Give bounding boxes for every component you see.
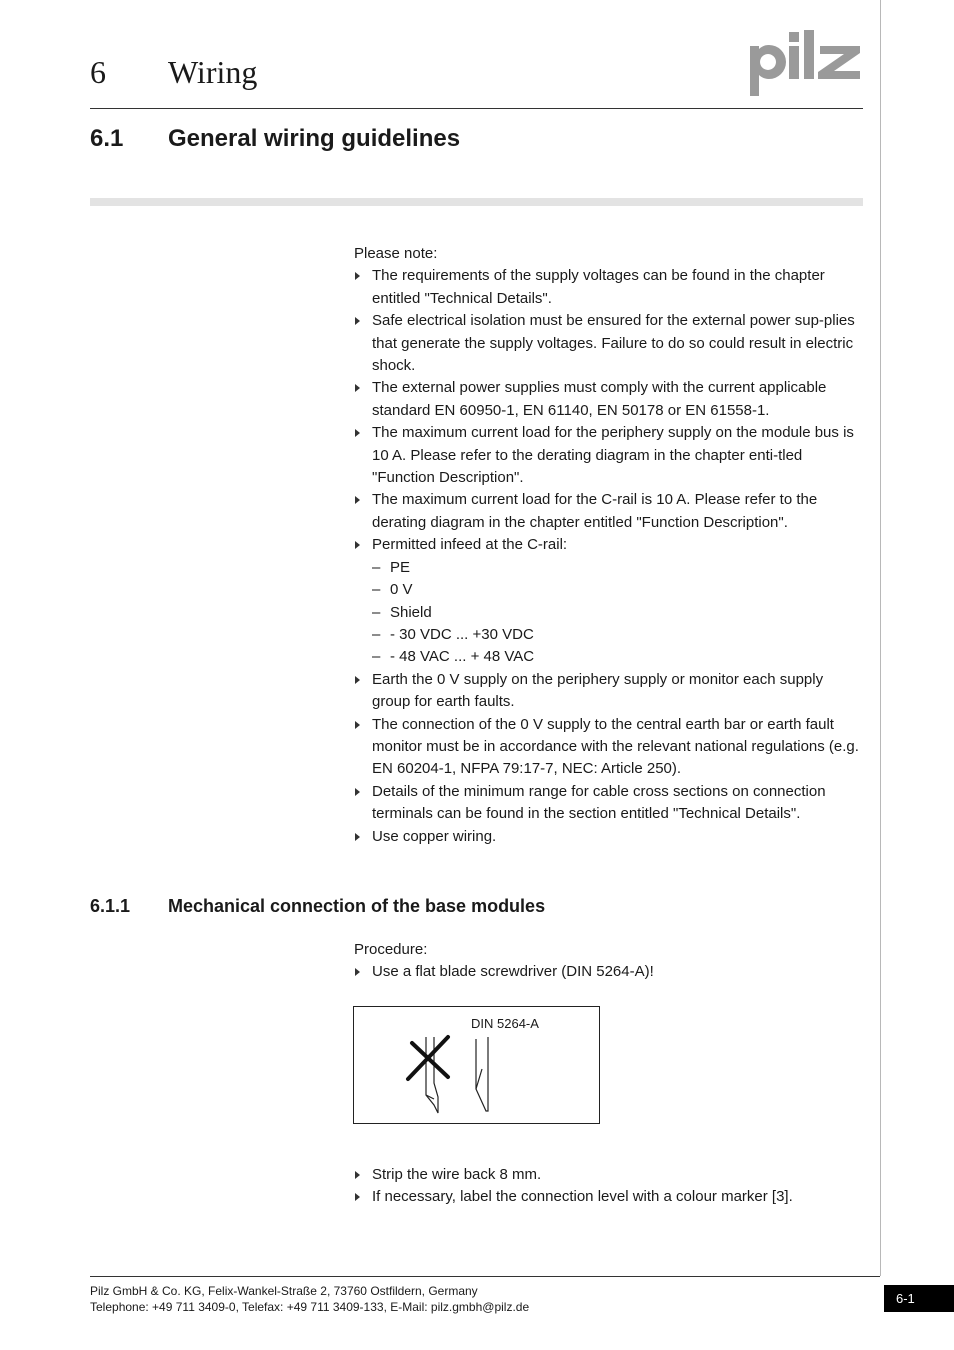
bullet-arrow-icon bbox=[355, 676, 360, 684]
bullet-arrow-icon bbox=[355, 272, 360, 280]
screwdriver-illustration bbox=[354, 1007, 599, 1123]
sub-list-item: – PE bbox=[372, 558, 411, 576]
note-intro: Please note: bbox=[354, 245, 438, 262]
procedure-steps bbox=[354, 1164, 864, 1209]
list-item: Strip the wire back 8 mm. bbox=[354, 1164, 864, 1186]
page-number: 6-1 bbox=[884, 1285, 954, 1312]
bullet-arrow-icon bbox=[355, 317, 360, 325]
page-margin-rule bbox=[880, 0, 881, 1276]
wiring-notes bbox=[354, 243, 864, 848]
bullet-arrow-icon bbox=[355, 968, 360, 976]
list-item: The external power supplies must comply with the current applicable standard EN 60950-1, EN 61140, EN 50178 or EN 61558-1. bbox=[354, 377, 864, 422]
subsection-title: Mechanical connection of the base modules bbox=[168, 896, 546, 916]
bullet-arrow-icon bbox=[355, 833, 360, 841]
figure-label: DIN 5264-A bbox=[471, 1016, 539, 1031]
list-item: Use copper wiring. bbox=[354, 826, 864, 848]
chapter-title: Wiring bbox=[168, 54, 258, 90]
footer-line-contact: Telephone: +49 711 3409-0, Telefax: +49 711 3409-133, E-Mail: pilz.gmbh@pilz.de bbox=[90, 1300, 530, 1314]
bullet-arrow-icon bbox=[355, 496, 360, 504]
sub-list-item: – Shield bbox=[372, 603, 432, 621]
bullet-arrow-icon bbox=[355, 541, 360, 549]
list-item: If necessary, label the connection level with a colour marker [3]. bbox=[354, 1186, 864, 1208]
screwdriver-figure bbox=[353, 1006, 600, 1124]
list-item: The maximum current load for the periphery supply on the module bus is 10 A. Please refer to the derating diagram in the chapter enti-tled "Function Description". bbox=[354, 422, 864, 489]
bullet-arrow-icon bbox=[355, 1171, 360, 1179]
footer-line-company: Pilz GmbH & Co. KG, Felix-Wankel-Straße 2, 73760 Ostfildern, Germany bbox=[90, 1284, 478, 1298]
sub-list-item: – 0 V bbox=[372, 581, 413, 599]
list-item: Use a flat blade screwdriver (DIN 5264-A)! bbox=[354, 961, 864, 983]
sub-list-item: – - 48 VAC ... + 48 VAC bbox=[372, 648, 535, 666]
sub-list-item: – - 30 VDC ... +30 VDC bbox=[372, 625, 534, 643]
bullet-arrow-icon bbox=[355, 429, 360, 437]
procedure-block bbox=[354, 939, 864, 984]
cross-out-icon bbox=[408, 1037, 448, 1079]
footer-rule bbox=[90, 1276, 880, 1277]
bullet-arrow-icon bbox=[355, 788, 360, 796]
header-rule bbox=[90, 108, 863, 109]
note-list bbox=[354, 265, 864, 848]
subsection-number: 6.1.1 bbox=[90, 896, 131, 916]
bullet-arrow-icon bbox=[355, 1193, 360, 1201]
list-item: The maximum current load for the C-rail is 10 A. Please refer to the derating diagram in the chapter entitled "Function Description". bbox=[354, 489, 864, 534]
list-item: Earth the 0 V supply on the periphery supply or monitor each supply group for earth faults. bbox=[354, 669, 864, 714]
section-number: 6.1 bbox=[90, 125, 124, 152]
list-item: The connection of the 0 V supply to the central earth bar or earth fault monitor must be in accordance with the relevant national regulations (e.g. EN 60204-1, NFPA 79:17-7, NEC: Article 250). bbox=[354, 714, 864, 781]
pilz-logo bbox=[746, 24, 866, 96]
bullet-arrow-icon bbox=[355, 384, 360, 392]
procedure-label: Procedure: bbox=[354, 941, 428, 958]
section-divider-bar bbox=[90, 198, 863, 206]
list-item: The requirements of the supply voltages can be found in the chapter entitled "Technical Details". bbox=[354, 265, 864, 310]
list-item: Permitted infeed at the C-rail: bbox=[354, 534, 864, 556]
footer-address bbox=[90, 1283, 529, 1315]
chapter-number: 6 bbox=[90, 54, 106, 90]
bullet-arrow-icon bbox=[355, 721, 360, 729]
list-item: Safe electrical isolation must be ensured for the external power sup-plies that generate the supply voltages. Failure to do so could result in electric shock. bbox=[354, 310, 864, 377]
section-title: General wiring guidelines bbox=[168, 125, 461, 152]
list-item: Details of the minimum range for cable cross sections on connection terminals can be found in the section entitled "Technical Details". bbox=[354, 781, 864, 826]
